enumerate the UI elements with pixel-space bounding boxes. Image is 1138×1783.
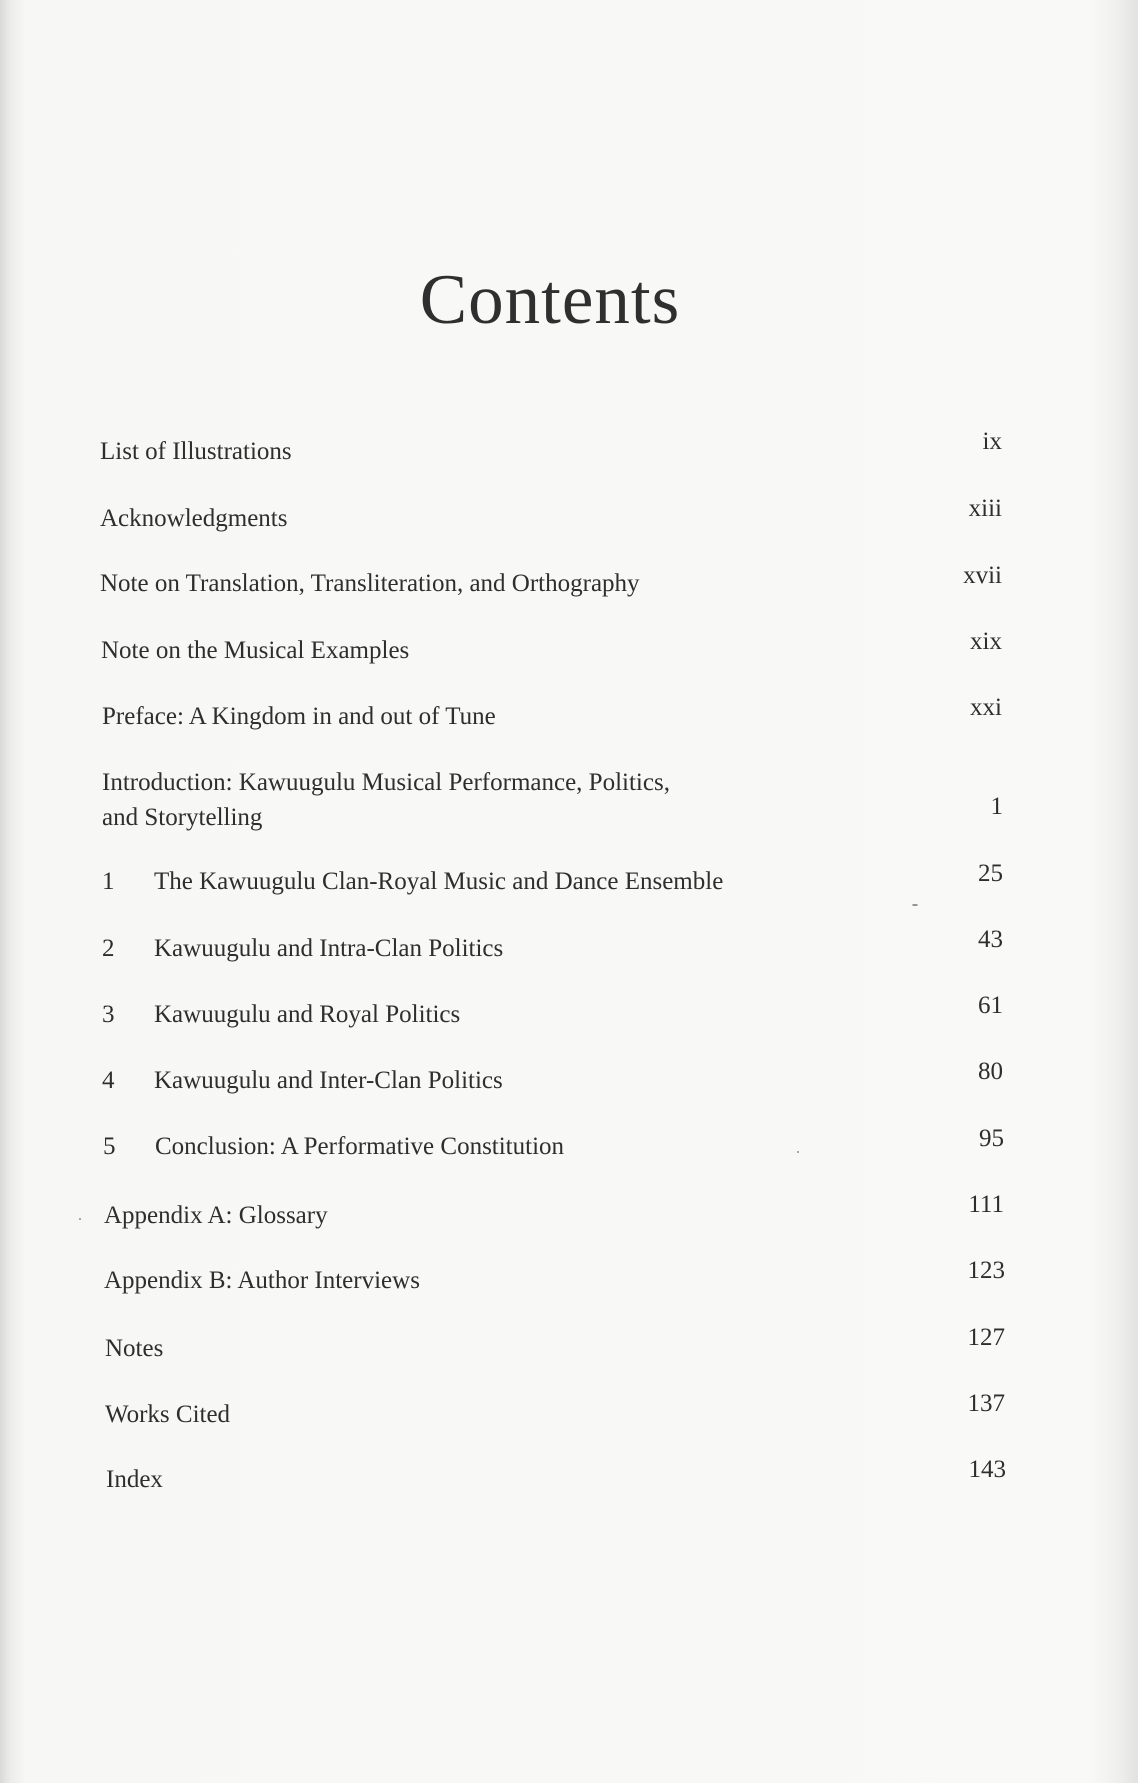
toc-entry-page: xix: [970, 628, 1002, 655]
scan-speck: [797, 1151, 799, 1153]
toc-entry-page: 80: [978, 1058, 1003, 1085]
toc-entry-label: Note on Translation, Transliteration, and Orthography: [100, 570, 640, 597]
toc-entry-page: 127: [967, 1324, 1005, 1351]
toc-entry-page: ix: [982, 428, 1002, 455]
toc-entry-label: List of Illustrations: [100, 438, 292, 465]
toc-entry-label: Index: [106, 1466, 163, 1493]
chapter-number: 1: [102, 868, 115, 895]
toc-entry-page: 1: [990, 793, 1003, 820]
toc-entry-page: 61: [978, 992, 1003, 1019]
toc-entry-page: 43: [978, 926, 1003, 953]
chapter-number: 2: [102, 935, 115, 962]
toc-entry-label: Kawuugulu and Inter-Clan Politics: [154, 1067, 503, 1094]
scan-speck: [912, 904, 918, 906]
page-title: Contents: [419, 261, 681, 339]
toc-entry-label: Preface: A Kingdom in and out of Tune: [102, 703, 496, 730]
toc-entry-page: 143: [968, 1456, 1006, 1483]
chapter-number: 5: [103, 1133, 116, 1160]
toc-entry-page: xiii: [968, 495, 1002, 522]
toc-entry-label: Appendix B: Author Interviews: [104, 1267, 420, 1294]
toc-entry-label: Kawuugulu and Intra-Clan Politics: [154, 935, 504, 962]
toc-entry-page: xxi: [970, 694, 1002, 721]
toc-entry-page: xvii: [963, 562, 1002, 589]
toc-entry-page: 123: [967, 1257, 1005, 1284]
chapter-number: 3: [102, 1001, 115, 1028]
toc-entry-label: Acknowledgments: [100, 505, 288, 532]
toc-entry-label: Conclusion: A Performative Constitution: [155, 1133, 565, 1160]
toc-entry-label: Appendix A: Glossary: [104, 1202, 328, 1229]
toc-entry-page: 95: [979, 1125, 1004, 1152]
toc-entry-label: Works Cited: [105, 1401, 231, 1428]
toc-entry-page: 25: [978, 860, 1003, 887]
chapter-number: 4: [102, 1067, 115, 1094]
scan-speck: [79, 1218, 81, 1220]
toc-entry-label: Notes: [105, 1335, 164, 1362]
toc-entry-page: 111: [968, 1191, 1004, 1218]
toc-entry-label: and Storytelling: [102, 804, 263, 831]
toc-entry-label: Note on the Musical Examples: [101, 637, 410, 664]
toc-entry-label: The Kawuugulu Clan-Royal Music and Dance Ensemble: [154, 868, 724, 895]
toc-entry-label: Introduction: Kawuugulu Musical Performance, Politics,: [102, 769, 670, 796]
toc-entry-page: 137: [967, 1390, 1005, 1417]
toc-entry-label: Kawuugulu and Royal Politics: [154, 1001, 461, 1028]
